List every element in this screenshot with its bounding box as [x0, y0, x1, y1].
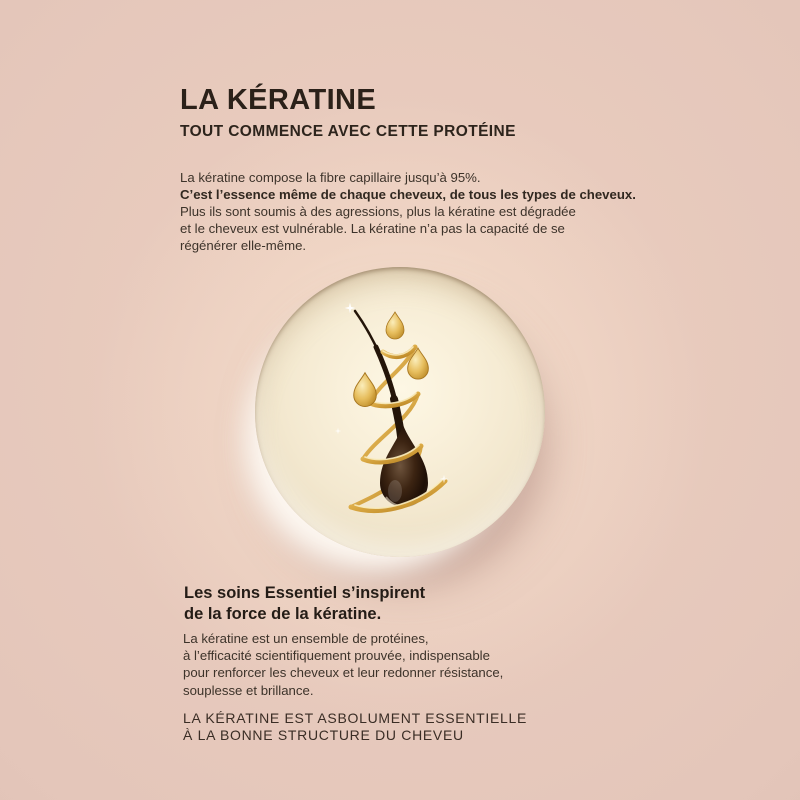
benefits-line-1: La kératine est un ensemble de protéines, [183, 631, 429, 646]
claim-statement [183, 710, 527, 743]
serum-droplet-icon [386, 312, 404, 339]
benefits-line-3: pour renforcer les cheveux et leur redonner résistance, [183, 665, 504, 681]
benefits-heading-line-2: de la force de la kératine. [184, 605, 382, 623]
benefits-heading-line-1: Les soins Essentiel s’inspirent [184, 584, 426, 602]
intro-line-3: Plus ils sont soumis à des agressions, plus la kératine est dégradée [180, 204, 576, 219]
hair-bulb-icon [380, 425, 428, 507]
benefits-line-4: souplesse et brillance. [183, 682, 314, 698]
intro-line-4: et le cheveux est vulnérable. La kératine n’a pas la capacité de se [180, 221, 565, 236]
intro-line-2-bold: C’est l’essence même de chaque cheveux, de tous les types de cheveux. [180, 187, 636, 202]
serum-dish-illustration [255, 267, 545, 557]
benefits-paragraph [183, 630, 503, 699]
claim-line-2: À LA BONNE STRUCTURE DU CHEVEU [183, 726, 464, 743]
intro-paragraph [180, 169, 636, 254]
sparkle-icon [345, 303, 356, 314]
intro-line-5: régénérer elle-même. [180, 238, 307, 253]
page-title: LA KÉRATINE [180, 84, 377, 116]
keratin-illustration [255, 267, 545, 557]
page-subtitle: TOUT COMMENCE AVEC CETTE PROTÉINE [180, 123, 516, 140]
serum-droplet-icon [354, 373, 377, 407]
intro-line-1: La kératine compose la fibre capillaire jusqu’à 95%. [180, 170, 481, 185]
benefits-line-2: à l’efficacité scientifiquement prouvée, indispensable [183, 648, 490, 664]
sparkle-icon [335, 428, 342, 435]
claim-line-1: LA KÉRATINE EST ASBOLUMENT ESSENTIELLE [183, 710, 528, 726]
benefits-heading [184, 583, 425, 625]
